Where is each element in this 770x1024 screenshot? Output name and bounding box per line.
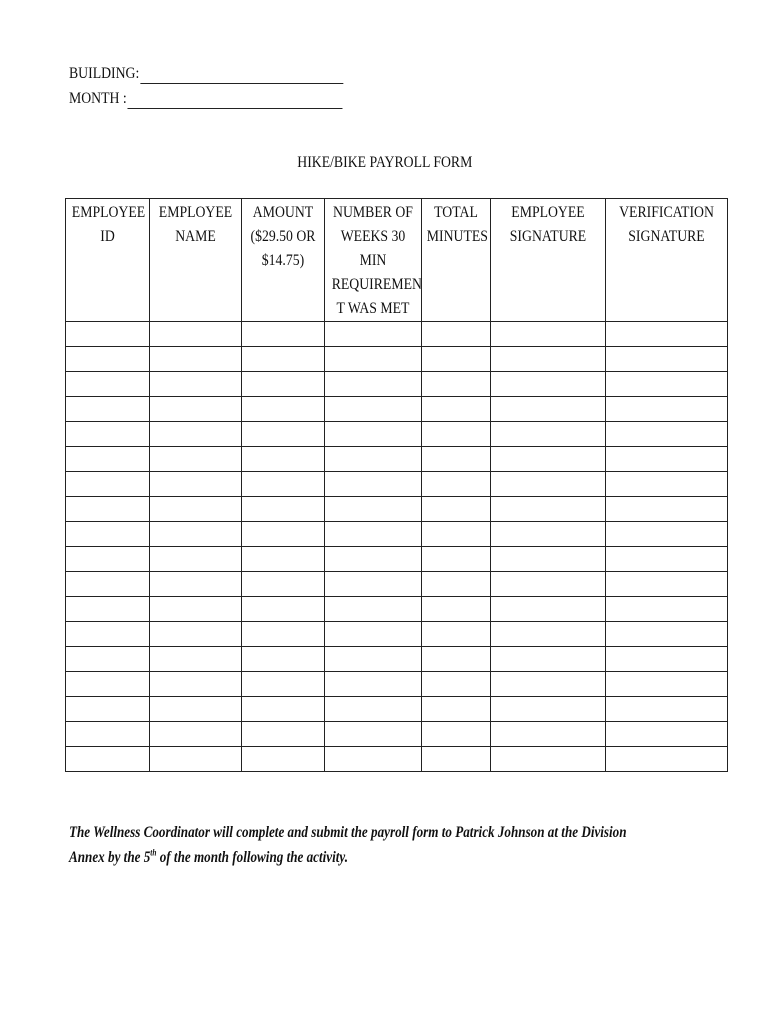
cell-employee-signature[interactable] [491, 422, 606, 447]
cell-employee-id[interactable] [66, 597, 150, 622]
cell-employee-signature[interactable] [491, 397, 606, 422]
cell-weeks-requirement-met[interactable] [325, 597, 422, 622]
cell-employee-signature[interactable] [491, 572, 606, 597]
cell-verification-signature[interactable] [606, 722, 728, 747]
month-blank-line[interactable] [128, 93, 343, 109]
cell-employee-id[interactable] [66, 672, 150, 697]
cell-employee-name[interactable] [150, 747, 242, 772]
table-row [66, 447, 728, 472]
cell-employee-signature[interactable] [491, 547, 606, 572]
cell-total-minutes[interactable] [422, 572, 491, 597]
cell-employee-signature[interactable] [491, 472, 606, 497]
cell-employee-id[interactable] [66, 722, 150, 747]
cell-employee-name[interactable] [150, 622, 242, 647]
cell-weeks-requirement-met[interactable] [325, 547, 422, 572]
cell-employee-id[interactable] [66, 347, 150, 372]
cell-employee-name[interactable] [150, 722, 242, 747]
table-row [66, 497, 728, 522]
form-title-text: HIKE/BIKE PAYROLL FORM [297, 154, 473, 171]
cell-employee-id[interactable] [66, 647, 150, 672]
column-header-total-minutes: TOTAL MINUTES [422, 199, 491, 322]
cell-amount[interactable] [242, 597, 325, 622]
cell-weeks-requirement-met[interactable] [325, 322, 422, 347]
cell-employee-signature[interactable] [491, 322, 606, 347]
cell-employee-id[interactable] [66, 397, 150, 422]
cell-employee-signature[interactable] [491, 672, 606, 697]
cell-total-minutes[interactable] [422, 597, 491, 622]
table-row [66, 722, 728, 747]
cell-verification-signature[interactable] [606, 372, 728, 397]
cell-total-minutes[interactable] [422, 347, 491, 372]
cell-employee-id[interactable] [66, 522, 150, 547]
cell-employee-name[interactable] [150, 697, 242, 722]
table-header-row [66, 199, 728, 322]
cell-total-minutes[interactable] [422, 697, 491, 722]
cell-employee-id[interactable] [66, 422, 150, 447]
cell-weeks-requirement-met[interactable] [325, 397, 422, 422]
cell-employee-signature[interactable] [491, 622, 606, 647]
building-label: BUILDING: [69, 65, 140, 82]
cell-employee-signature[interactable] [491, 747, 606, 772]
cell-employee-name[interactable] [150, 322, 242, 347]
cell-employee-name[interactable] [150, 497, 242, 522]
cell-employee-name[interactable] [150, 672, 242, 697]
table-row [66, 622, 728, 647]
table-row [66, 672, 728, 697]
cell-employee-name[interactable] [150, 472, 242, 497]
table-row [66, 697, 728, 722]
table-row [66, 547, 728, 572]
cell-verification-signature[interactable] [606, 497, 728, 522]
cell-verification-signature[interactable] [606, 622, 728, 647]
cell-verification-signature[interactable] [606, 672, 728, 697]
cell-total-minutes[interactable] [422, 497, 491, 522]
table-row [66, 397, 728, 422]
cell-verification-signature[interactable] [606, 572, 728, 597]
footer-note-text-start: The Wellness Coordinator will complete and submit the payroll form to Patrick Johnson at the Division Annex by the 5 [69, 824, 627, 866]
cell-employee-id[interactable] [66, 322, 150, 347]
table-row [66, 522, 728, 547]
cell-amount[interactable] [242, 372, 325, 397]
cell-employee-name[interactable] [150, 547, 242, 572]
cell-employee-id[interactable] [66, 622, 150, 647]
cell-verification-signature[interactable] [606, 747, 728, 772]
cell-total-minutes[interactable] [422, 622, 491, 647]
cell-verification-signature[interactable] [606, 547, 728, 572]
cell-verification-signature[interactable] [606, 447, 728, 472]
table-body [66, 322, 728, 772]
cell-amount[interactable] [242, 547, 325, 572]
cell-verification-signature[interactable] [606, 647, 728, 672]
cell-amount[interactable] [242, 322, 325, 347]
cell-weeks-requirement-met[interactable] [325, 572, 422, 597]
cell-total-minutes[interactable] [422, 447, 491, 472]
cell-verification-signature[interactable] [606, 697, 728, 722]
cell-employee-name[interactable] [150, 597, 242, 622]
table-row [66, 747, 728, 772]
cell-amount[interactable] [242, 447, 325, 472]
cell-amount[interactable] [242, 347, 325, 372]
table-row [66, 647, 728, 672]
cell-verification-signature[interactable] [606, 597, 728, 622]
payroll-table [65, 198, 728, 772]
table-row [66, 422, 728, 447]
cell-weeks-requirement-met[interactable] [325, 622, 422, 647]
cell-employee-id[interactable] [66, 697, 150, 722]
cell-employee-signature[interactable] [491, 372, 606, 397]
cell-weeks-requirement-met[interactable] [325, 672, 422, 697]
cell-amount[interactable] [242, 722, 325, 747]
cell-employee-id[interactable] [66, 572, 150, 597]
cell-employee-signature[interactable] [491, 647, 606, 672]
column-header-verification-signature: VERIFICATION SIGNATURE [606, 199, 728, 322]
cell-employee-signature[interactable] [491, 447, 606, 472]
column-header-employee-name: EMPLOYEE NAME [150, 199, 242, 322]
cell-employee-name[interactable] [150, 347, 242, 372]
cell-employee-signature[interactable] [491, 722, 606, 747]
cell-total-minutes[interactable] [422, 472, 491, 497]
cell-weeks-requirement-met[interactable] [325, 422, 422, 447]
table-row [66, 372, 728, 397]
form-title [0, 153, 770, 173]
footer-note [69, 820, 659, 870]
cell-amount[interactable] [242, 647, 325, 672]
cell-weeks-requirement-met[interactable] [325, 472, 422, 497]
table-row [66, 597, 728, 622]
month-label: MONTH : [69, 90, 127, 107]
cell-total-minutes[interactable] [422, 547, 491, 572]
cell-employee-id[interactable] [66, 372, 150, 397]
cell-verification-signature[interactable] [606, 472, 728, 497]
cell-total-minutes[interactable] [422, 372, 491, 397]
cell-employee-signature[interactable] [491, 347, 606, 372]
cell-employee-id[interactable] [66, 547, 150, 572]
cell-amount[interactable] [242, 672, 325, 697]
column-header-employee-signature: EMPLOYEE SIGNATURE [491, 199, 606, 322]
cell-verification-signature[interactable] [606, 347, 728, 372]
cell-amount[interactable] [242, 472, 325, 497]
cell-weeks-requirement-met[interactable] [325, 372, 422, 397]
column-header-amount: AMOUNT ($29.50 OR $14.75) [242, 199, 325, 322]
cell-total-minutes[interactable] [422, 747, 491, 772]
building-blank-line[interactable] [140, 68, 343, 84]
cell-verification-signature[interactable] [606, 397, 728, 422]
cell-amount[interactable] [242, 697, 325, 722]
cell-weeks-requirement-met[interactable] [325, 697, 422, 722]
cell-employee-name[interactable] [150, 647, 242, 672]
cell-amount[interactable] [242, 497, 325, 522]
cell-amount[interactable] [242, 572, 325, 597]
cell-employee-name[interactable] [150, 422, 242, 447]
cell-weeks-requirement-met[interactable] [325, 447, 422, 472]
month-field[interactable] [69, 89, 343, 109]
cell-total-minutes[interactable] [422, 397, 491, 422]
cell-employee-signature[interactable] [491, 597, 606, 622]
column-header-weeks-requirement-met: NUMBER OF WEEKS 30 MIN REQUIREMEN T WAS MET [325, 199, 422, 322]
cell-amount[interactable] [242, 397, 325, 422]
cell-total-minutes[interactable] [422, 322, 491, 347]
cell-amount[interactable] [242, 622, 325, 647]
cell-weeks-requirement-met[interactable] [325, 747, 422, 772]
cell-weeks-requirement-met[interactable] [325, 722, 422, 747]
building-field[interactable] [69, 64, 343, 84]
cell-employee-name[interactable] [150, 572, 242, 597]
cell-employee-id[interactable] [66, 497, 150, 522]
footer-note-superscript: th [150, 847, 157, 858]
table-row [66, 347, 728, 372]
cell-amount[interactable] [242, 422, 325, 447]
cell-total-minutes[interactable] [422, 672, 491, 697]
cell-employee-signature[interactable] [491, 497, 606, 522]
cell-employee-signature[interactable] [491, 522, 606, 547]
cell-verification-signature[interactable] [606, 522, 728, 547]
cell-total-minutes[interactable] [422, 522, 491, 547]
table-row [66, 472, 728, 497]
table-row [66, 572, 728, 597]
cell-employee-name[interactable] [150, 522, 242, 547]
cell-total-minutes[interactable] [422, 422, 491, 447]
cell-total-minutes[interactable] [422, 722, 491, 747]
cell-employee-id[interactable] [66, 472, 150, 497]
column-header-employee-id: EMPLOYEE ID [66, 199, 150, 322]
cell-amount[interactable] [242, 522, 325, 547]
cell-employee-id[interactable] [66, 447, 150, 472]
footer-note-text-end: of the month following the activity. [156, 849, 349, 866]
cell-employee-signature[interactable] [491, 697, 606, 722]
cell-verification-signature[interactable] [606, 322, 728, 347]
cell-employee-name[interactable] [150, 372, 242, 397]
cell-employee-id[interactable] [66, 747, 150, 772]
cell-total-minutes[interactable] [422, 647, 491, 672]
cell-amount[interactable] [242, 747, 325, 772]
cell-employee-name[interactable] [150, 397, 242, 422]
cell-weeks-requirement-met[interactable] [325, 347, 422, 372]
cell-weeks-requirement-met[interactable] [325, 497, 422, 522]
cell-weeks-requirement-met[interactable] [325, 522, 422, 547]
cell-weeks-requirement-met[interactable] [325, 647, 422, 672]
cell-employee-name[interactable] [150, 447, 242, 472]
table-row [66, 322, 728, 347]
cell-verification-signature[interactable] [606, 422, 728, 447]
